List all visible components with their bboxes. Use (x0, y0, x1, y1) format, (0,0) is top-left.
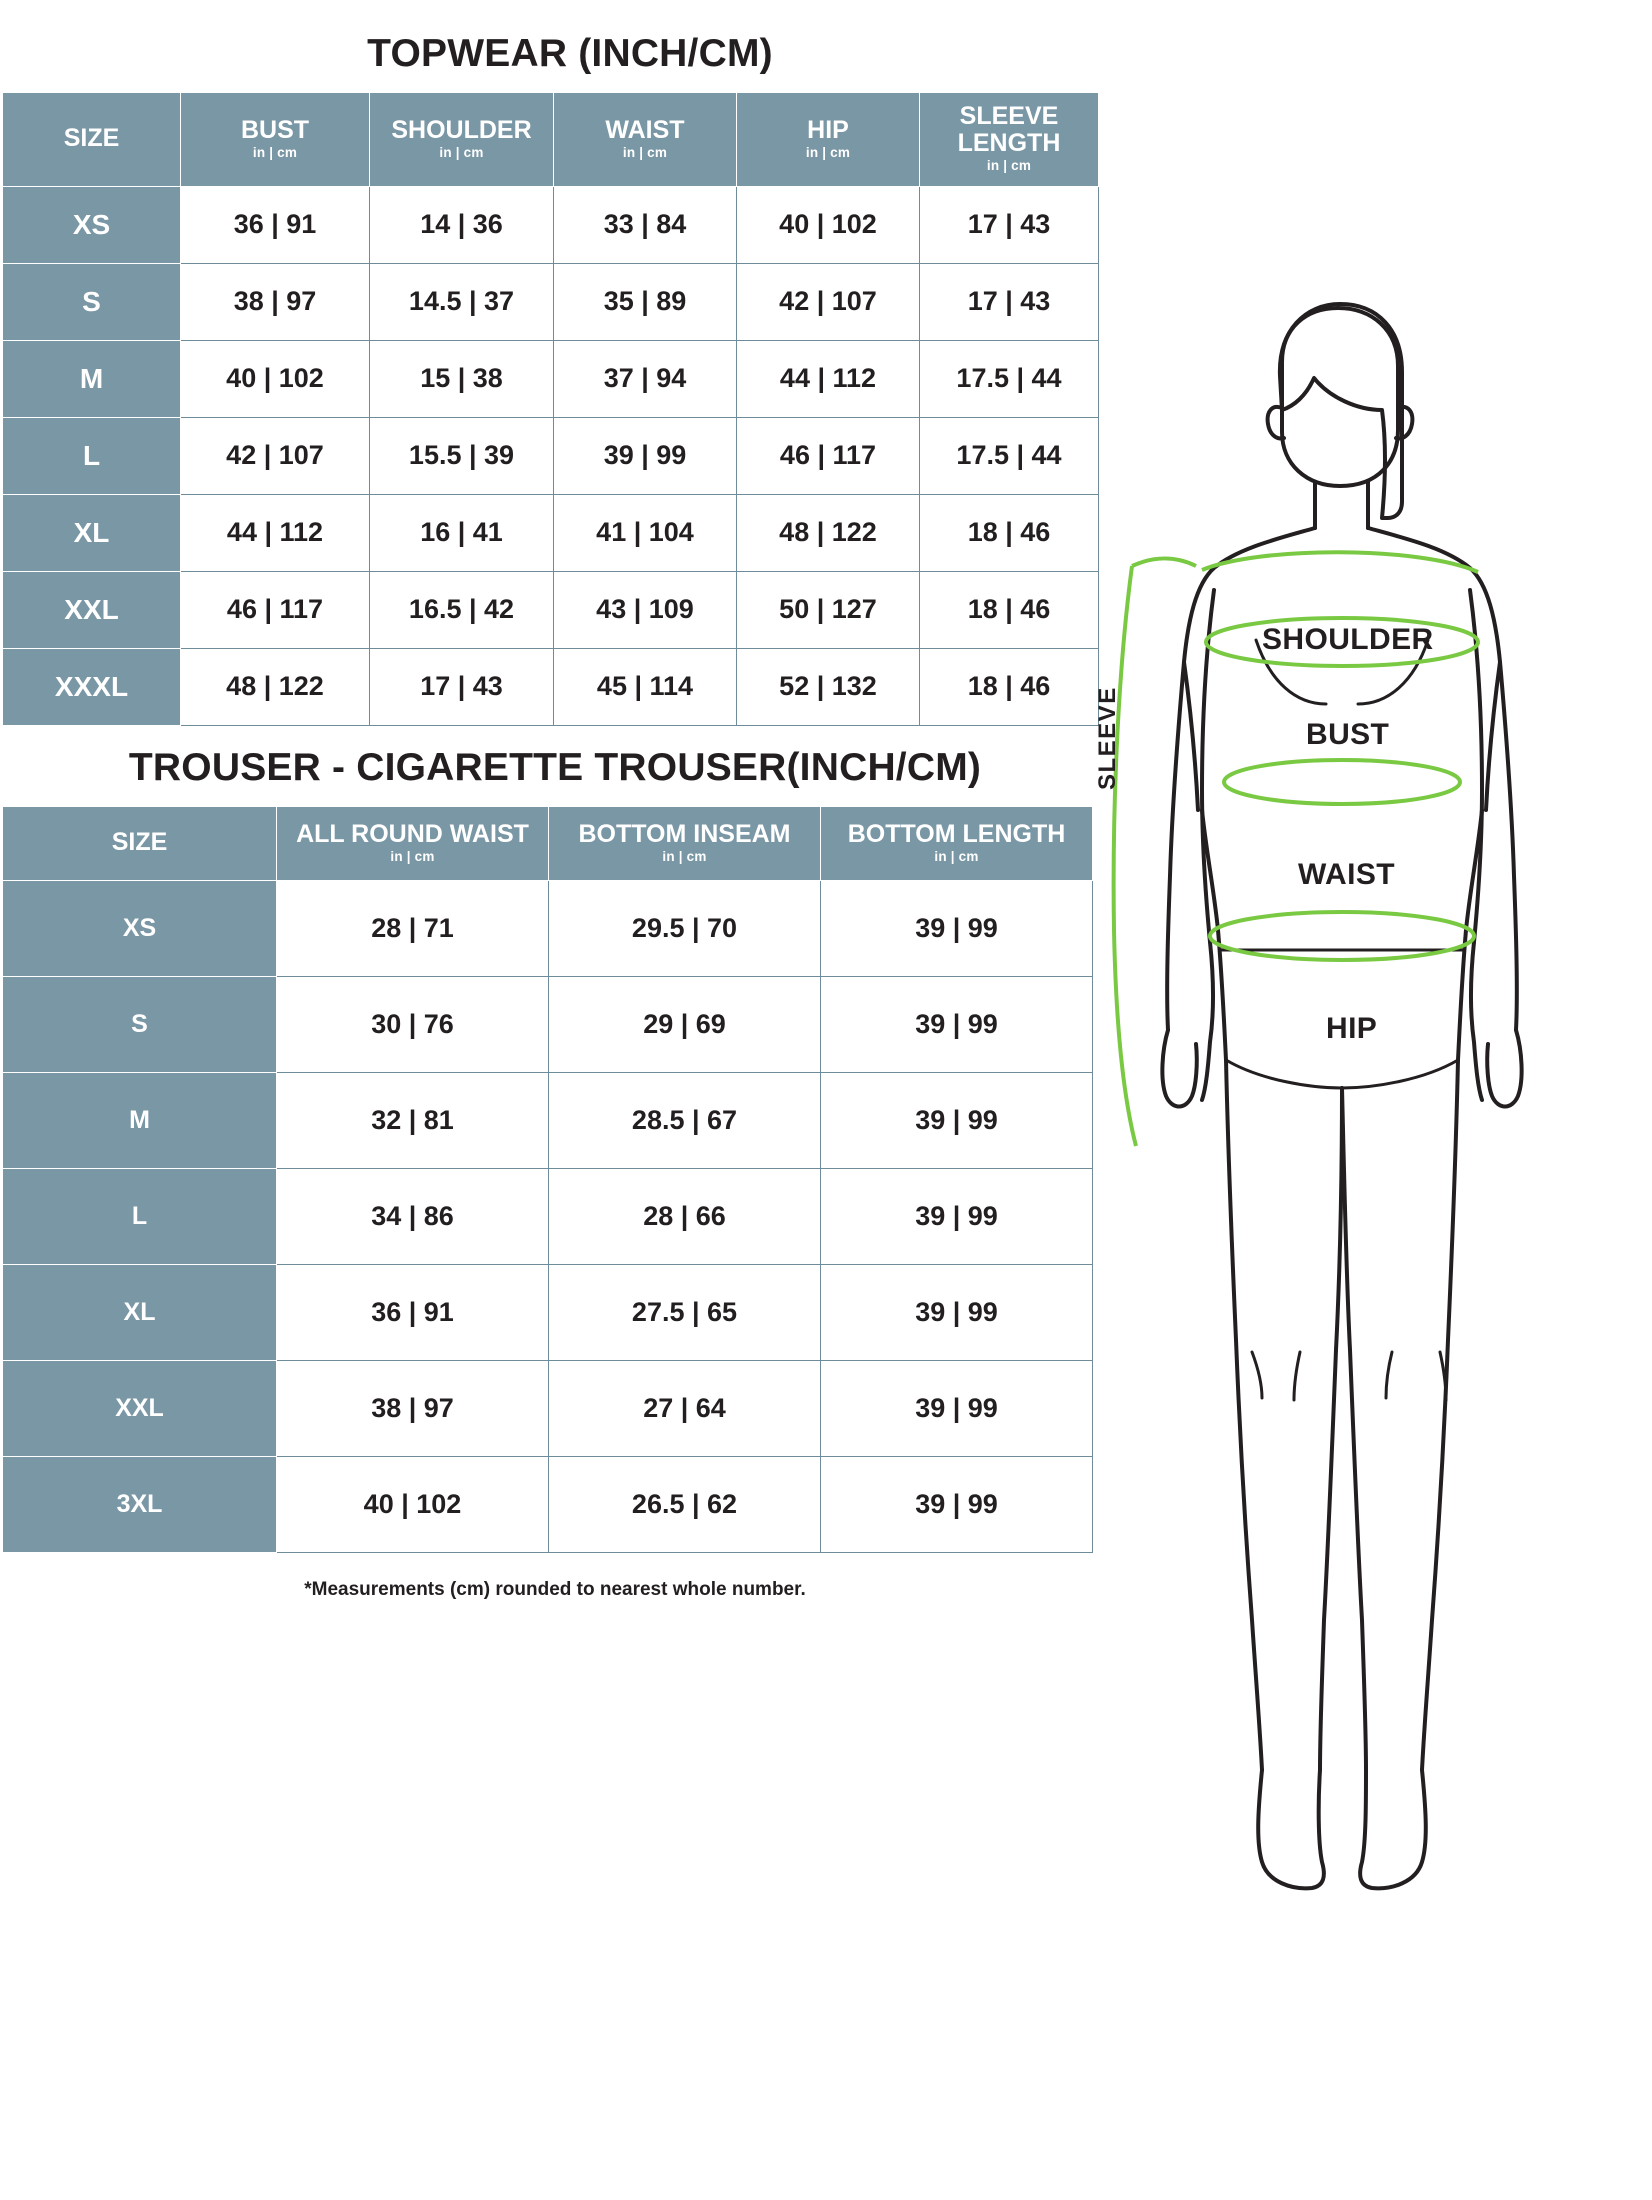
units-label: in | cm (662, 848, 707, 864)
column-header-waist: WAIST in | cm (554, 93, 737, 187)
cell-bust: 46 | 117 (181, 571, 370, 648)
label-shoulder: SHOULDER (1262, 623, 1434, 656)
cell-sleeve: 17.5 | 44 (920, 417, 1099, 494)
units-label: in | cm (439, 144, 484, 160)
cell-hip: 52 | 132 (737, 648, 920, 725)
cell-all-round-waist: 38 | 97 (277, 1361, 549, 1457)
cell-waist: 37 | 94 (554, 340, 737, 417)
table-row (3, 648, 1099, 725)
table-row (3, 340, 1099, 417)
hip-measure-line (1210, 912, 1474, 960)
label-sleeve: SLEEVE (1094, 686, 1121, 790)
cell-bottom-length: 39 | 99 (821, 1457, 1093, 1553)
cell-bottom-length: 39 | 99 (821, 1073, 1093, 1169)
cell-sleeve: 18 | 46 (920, 571, 1099, 648)
cell-sleeve: 17.5 | 44 (920, 340, 1099, 417)
table-header-row (3, 93, 1099, 187)
cell-shoulder: 15.5 | 39 (370, 417, 554, 494)
label-hip: HIP (1326, 1012, 1378, 1045)
column-header-hip: HIP in | cm (737, 93, 920, 187)
cell-bottom-inseam: 28 | 66 (549, 1169, 821, 1265)
column-header-bust: BUST in | cm (181, 93, 370, 187)
waist-measure-line (1224, 760, 1460, 804)
measurement-figure (1094, 290, 1640, 1970)
cell-bottom-inseam: 29 | 69 (549, 977, 821, 1073)
cell-bottom-inseam: 28.5 | 67 (549, 1073, 821, 1169)
cell-waist: 39 | 99 (554, 417, 737, 494)
cell-shoulder: 14.5 | 37 (370, 263, 554, 340)
tables-column (0, 0, 1100, 1601)
trouser-title: TROUSER - CIGARETTE TROUSER(INCH/CM) (128, 745, 982, 789)
cell-waist: 45 | 114 (554, 648, 737, 725)
cell-size: XXL (3, 571, 181, 648)
cell-bust: 44 | 112 (181, 494, 370, 571)
cell-all-round-waist: 28 | 71 (277, 881, 549, 977)
label-bust: BUST (1306, 718, 1390, 751)
topwear-title: TOPWEAR (INCH/CM) (367, 32, 773, 75)
sleeve-measure-line (1114, 566, 1136, 1146)
cell-size: XL (3, 1265, 277, 1361)
cell-hip: 50 | 127 (737, 571, 920, 648)
cell-size: S (3, 263, 181, 340)
table-row (3, 1169, 1093, 1265)
units-label: in | cm (252, 144, 298, 160)
cell-all-round-waist: 40 | 102 (277, 1457, 549, 1553)
table-row (3, 881, 1093, 977)
cell-shoulder: 15 | 38 (370, 340, 554, 417)
shoulder-measure-line (1202, 552, 1478, 572)
topwear-table (2, 92, 1099, 726)
cell-hip: 48 | 122 (737, 494, 920, 571)
table-row (3, 1361, 1093, 1457)
table-row (3, 1265, 1093, 1361)
column-header-all-round-waist: ALL ROUND WAIST in | cm (277, 806, 549, 881)
units-label: in | cm (622, 144, 668, 160)
column-header-bottom-inseam: BOTTOM INSEAM in | cm (549, 806, 821, 881)
cell-sleeve: 18 | 46 (920, 648, 1099, 725)
column-header-size: SIZE (3, 93, 181, 187)
cell-bust: 40 | 102 (181, 340, 370, 417)
cell-sleeve: 17 | 43 (920, 186, 1099, 263)
cell-size: 3XL (3, 1457, 277, 1553)
cell-bottom-inseam: 26.5 | 62 (549, 1457, 821, 1553)
cell-hip: 42 | 107 (737, 263, 920, 340)
cell-shoulder: 16 | 41 (370, 494, 554, 571)
cell-waist: 43 | 109 (554, 571, 737, 648)
trouser-table (2, 806, 1093, 1554)
cell-bust: 38 | 97 (181, 263, 370, 340)
cell-sleeve: 17 | 43 (920, 263, 1099, 340)
cell-waist: 33 | 84 (554, 186, 737, 263)
cell-bust: 42 | 107 (181, 417, 370, 494)
cell-bottom-length: 39 | 99 (821, 1361, 1093, 1457)
table-header-row (3, 806, 1093, 881)
cell-size: S (3, 977, 277, 1073)
units-label: in | cm (986, 158, 1032, 173)
column-header-bottom-length: BOTTOM LENGTH in | cm (821, 806, 1093, 881)
cell-hip: 46 | 117 (737, 417, 920, 494)
label-waist: WAIST (1298, 858, 1395, 891)
table-row (3, 417, 1099, 494)
cell-size: XS (3, 881, 277, 977)
cell-sleeve: 18 | 46 (920, 494, 1099, 571)
cell-bottom-length: 39 | 99 (821, 1265, 1093, 1361)
units-label: in | cm (934, 848, 979, 864)
cell-all-round-waist: 34 | 86 (277, 1169, 549, 1265)
cell-all-round-waist: 30 | 76 (277, 977, 549, 1073)
cell-bust: 36 | 91 (181, 186, 370, 263)
cell-bottom-length: 39 | 99 (821, 881, 1093, 977)
table-row (3, 1457, 1093, 1553)
column-header-sleeve-length: SLEEVE LENGTH in | cm (920, 93, 1099, 187)
cell-size: XXXL (3, 648, 181, 725)
table-row (3, 494, 1099, 571)
cell-bottom-length: 39 | 99 (821, 977, 1093, 1073)
cell-hip: 40 | 102 (737, 186, 920, 263)
cell-all-round-waist: 36 | 91 (277, 1265, 549, 1361)
units-label: in | cm (805, 144, 851, 160)
footnote: *Measurements (cm) rounded to nearest whole number. (304, 1579, 806, 1601)
cell-bottom-length: 39 | 99 (821, 1169, 1093, 1265)
table-row (3, 977, 1093, 1073)
cell-hip: 44 | 112 (737, 340, 920, 417)
cell-size: M (3, 1073, 277, 1169)
table-row (3, 571, 1099, 648)
column-header-shoulder: SHOULDER in | cm (370, 93, 554, 187)
cell-shoulder: 16.5 | 42 (370, 571, 554, 648)
cell-size: M (3, 340, 181, 417)
cell-waist: 41 | 104 (554, 494, 737, 571)
cell-bottom-inseam: 27.5 | 65 (549, 1265, 821, 1361)
sleeve-measure-cap (1132, 559, 1196, 567)
body-diagram-icon (1110, 290, 1640, 1970)
cell-bottom-inseam: 27 | 64 (549, 1361, 821, 1457)
cell-size: XL (3, 494, 181, 571)
table-row (3, 186, 1099, 263)
cell-size: L (3, 417, 181, 494)
cell-size: XS (3, 186, 181, 263)
table-row (3, 263, 1099, 340)
cell-shoulder: 14 | 36 (370, 186, 554, 263)
column-header-size: SIZE (3, 806, 277, 881)
cell-shoulder: 17 | 43 (370, 648, 554, 725)
cell-all-round-waist: 32 | 81 (277, 1073, 549, 1169)
cell-bust: 48 | 122 (181, 648, 370, 725)
cell-size: L (3, 1169, 277, 1265)
cell-bottom-inseam: 29.5 | 70 (549, 881, 821, 977)
cell-size: XXL (3, 1361, 277, 1457)
units-label: in | cm (390, 848, 435, 864)
cell-waist: 35 | 89 (554, 263, 737, 340)
table-row (3, 1073, 1093, 1169)
